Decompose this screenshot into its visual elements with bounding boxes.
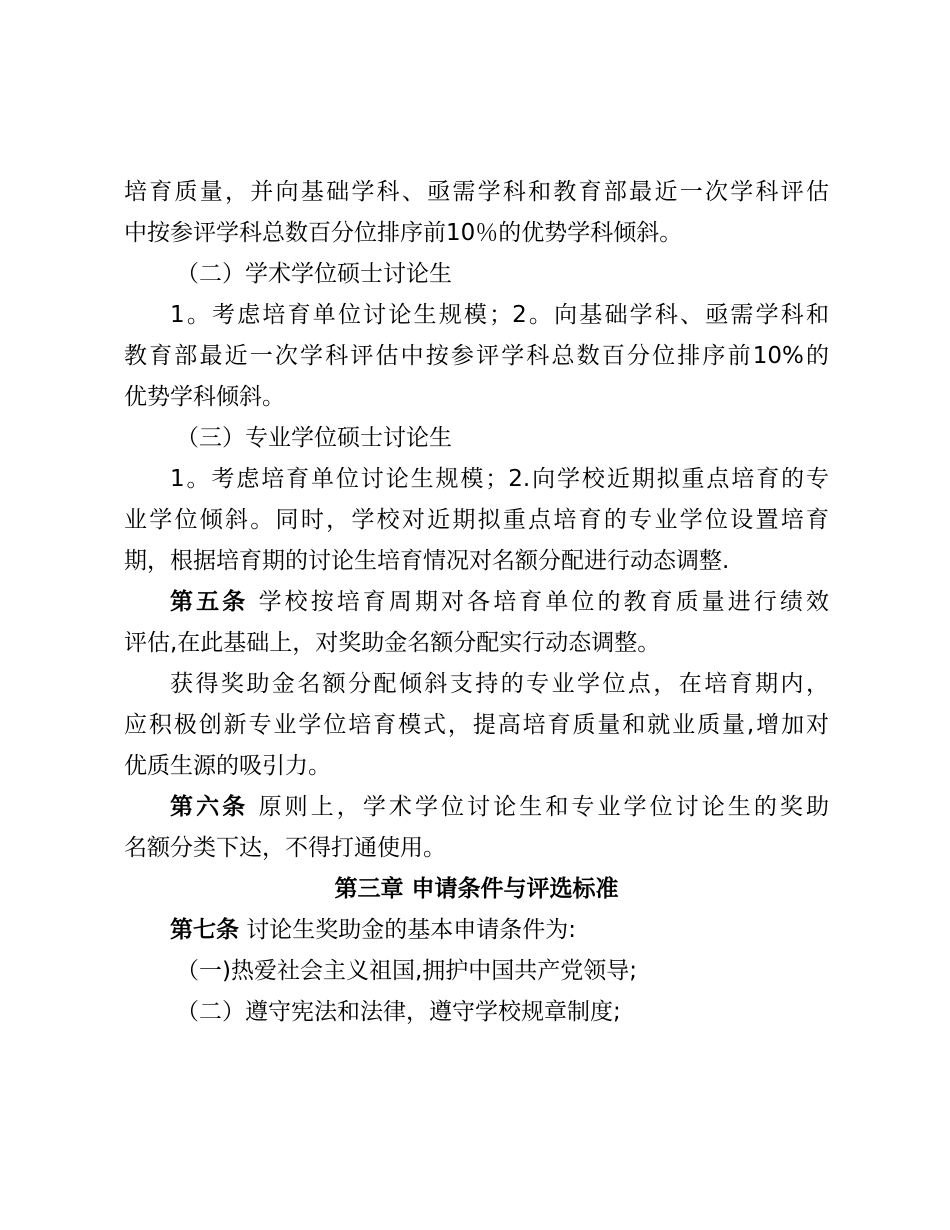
paragraph-continuation [124, 172, 829, 254]
text-line: 教育部最近一次学科评估中按参评学科总数百分位排序前10%的 [124, 343, 829, 369]
list-item: （二）遵守宪法和法律，遵守学校规章制度; [176, 999, 621, 1025]
article-7 [124, 910, 829, 951]
text-line: 名额分类下达，不得打通使用。 [124, 835, 446, 861]
article-label: 第七条 [170, 917, 239, 943]
section-heading-professional-master: （三）专业学位硕士讨论生 [176, 425, 452, 451]
article-5 [124, 582, 829, 664]
text-line [124, 787, 829, 828]
list-item: （一)热爱社会主义祖国,拥护中国共产党领导; [176, 958, 638, 984]
article-text: 原则上，学术学位讨论生和专业学位讨论生的奖助 [248, 794, 829, 820]
article-text: 学校按培育周期对各培育单位的教育质量进行绩效 [248, 589, 829, 615]
paragraph-tilt-support [124, 664, 829, 787]
section-heading-academic-master: （二）学术学位硕士讨论生 [176, 261, 452, 287]
text-line: 中按参评学科总数百分位排序前10％的优势学科倾斜。 [124, 220, 683, 246]
text-line: 应积极创新专业学位培育模式，提高培育质量和就业质量,增加对 [124, 712, 829, 738]
text-line: 业学位倾斜。同时，学校对近期拟重点培育的专业学位设置培育 [124, 507, 829, 533]
text-line: 1。考虑培育单位讨论生规模；2。向基础学科、亟需学科和 [170, 302, 829, 328]
text-line: 优质生源的吸引力。 [124, 753, 331, 779]
text-line: 培育质量，并向基础学科、亟需学科和教育部最近一次学科评估 [124, 179, 829, 205]
text-line: 期，根据培育期的讨论生培育情况对名额分配进行动态调整. [124, 548, 730, 574]
article-label: 第五条 [170, 589, 249, 615]
article-text: 讨论生奖助金的基本申请条件为: [239, 917, 577, 943]
text-line: 1。考虑培育单位讨论生规模；2.向学校近期拟重点培育的专 [170, 466, 829, 492]
article-label: 第六条 [170, 794, 249, 820]
chapter-title: 第三章 申请条件与评选标准 [334, 876, 619, 902]
text-line [124, 582, 829, 623]
text-line: 获得奖助金名额分配倾斜支持的专业学位点，在培育期内， [170, 671, 829, 697]
text-line: 优势学科倾斜。 [124, 384, 285, 410]
paragraph-academic-master [124, 295, 829, 418]
text-line: 评估,在此基础上，对奖助金名额分配实行动态调整。 [124, 630, 661, 656]
article-6 [124, 787, 829, 869]
paragraph-professional-master [124, 459, 829, 582]
document-body [124, 172, 829, 1033]
